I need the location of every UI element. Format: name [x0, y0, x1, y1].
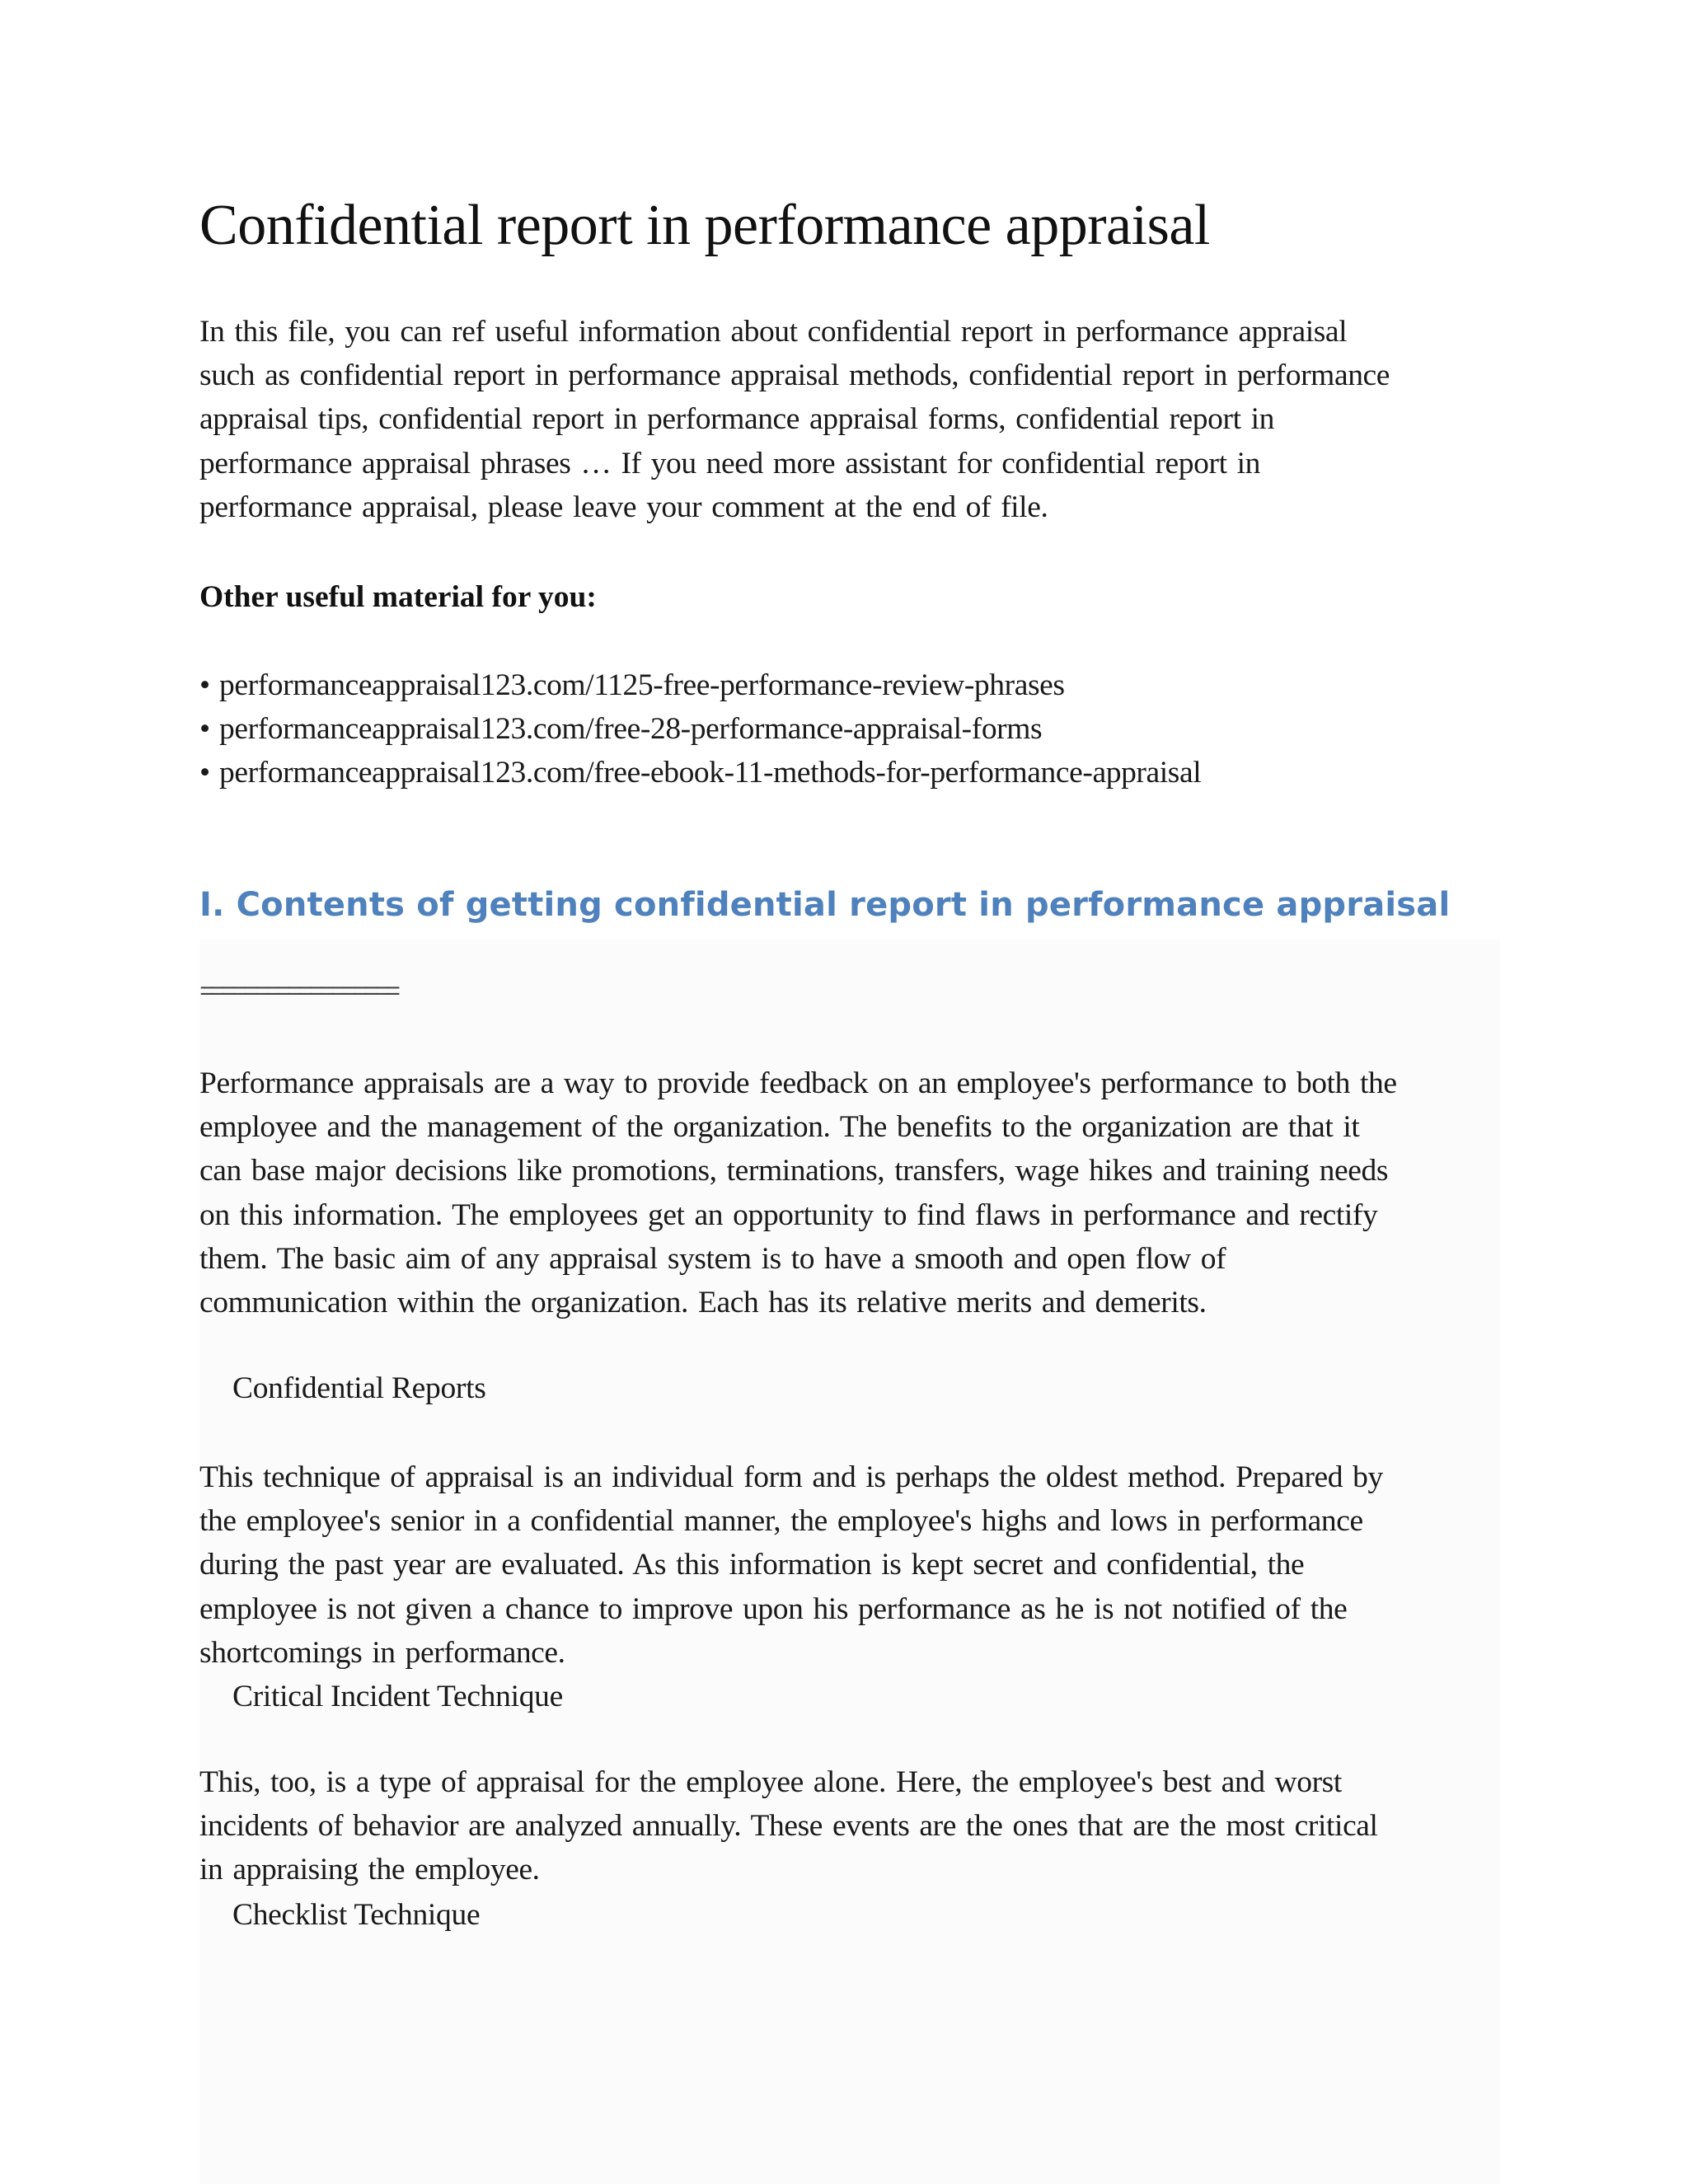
- confidential-reports-line: the employee's senior in a confidential manner, the employee's highs and lows in performance: [199, 1504, 1363, 1539]
- overview-line: on this information. The employees get an opportunity to find flaws in performance and rectify: [199, 1197, 1378, 1232]
- material-link[interactable]: performanceappraisal123.com/free-ebook-11-methods-for-performance-appraisal: [219, 756, 1202, 790]
- overview-line: employee and the management of the organization. The benefits to the organization are that it: [199, 1110, 1360, 1145]
- intro-line: such as confidential report in performance appraisal methods, confidential report in performance: [199, 359, 1390, 393]
- checklist-heading: Checklist Technique: [232, 1898, 481, 1932]
- bullet-icon: •: [199, 668, 210, 702]
- critical-incident-line: in appraising the employee.: [199, 1853, 540, 1887]
- document-title: Confidential report in performance appraisal: [199, 194, 1210, 257]
- material-link-list: [199, 663, 1201, 794]
- divider-line: ==================: [199, 979, 397, 1007]
- bullet-icon: •: [199, 756, 210, 790]
- overview-line: Performance appraisals are a way to provide feedback on an employee's performance to both the: [199, 1066, 1397, 1100]
- confidential-reports-line: This technique of appraisal is an individual form and is perhaps the oldest method. Prepared by: [199, 1460, 1383, 1494]
- other-material-label: Other useful material for you:: [199, 580, 597, 614]
- confidential-reports-paragraph: [199, 1455, 1493, 1675]
- bullet-icon: •: [199, 712, 210, 746]
- intro-line: appraisal tips, confidential report in performance appraisal forms, confidential report in: [199, 402, 1274, 437]
- confidential-reports-line: during the past year are evaluated. As this information is kept secret and confidential, the: [199, 1548, 1305, 1582]
- critical-incident-line: This, too, is a type of appraisal for the employee alone. Here, the employee's best and worst: [199, 1765, 1342, 1799]
- intro-paragraph: [199, 310, 1493, 529]
- material-link[interactable]: performanceappraisal123.com/1125-free-performance-review-phrases: [219, 668, 1065, 702]
- confidential-reports-line: shortcomings in performance.: [199, 1635, 565, 1670]
- confidential-reports-line: employee is not given a chance to improve upon his performance as he is not notified of the: [199, 1591, 1348, 1626]
- critical-incident-heading: Critical Incident Technique: [232, 1680, 563, 1713]
- intro-line: In this file, you can ref useful information about confidential report in performance appraisal: [199, 315, 1348, 349]
- intro-line: performance appraisal, please leave your comment at the end of file.: [199, 490, 1048, 524]
- critical-incident-paragraph: [199, 1760, 1493, 1892]
- material-link[interactable]: performanceappraisal123.com/free-28-performance-appraisal-forms: [219, 712, 1043, 746]
- list-item[interactable]: [199, 707, 1201, 751]
- intro-line: performance appraisal phrases … If you need more assistant for confidential report in: [199, 446, 1260, 480]
- section-heading: I. Contents of getting confidential report in performance appraisal: [199, 886, 1451, 924]
- overview-line: them. The basic aim of any appraisal system is to have a smooth and open flow of: [199, 1241, 1226, 1276]
- overview-paragraph: [199, 1062, 1493, 1324]
- overview-line: communication within the organization. Each has its relative merits and demerits.: [199, 1286, 1207, 1320]
- overview-line: can base major decisions like promotions, terminations, transfers, wage hikes and training needs: [199, 1154, 1389, 1188]
- confidential-reports-heading: Confidential Reports: [232, 1371, 486, 1405]
- list-item[interactable]: [199, 663, 1201, 707]
- critical-incident-line: incidents of behavior are analyzed annually. These events are the ones that are the most critical: [199, 1809, 1378, 1844]
- list-item[interactable]: [199, 751, 1201, 794]
